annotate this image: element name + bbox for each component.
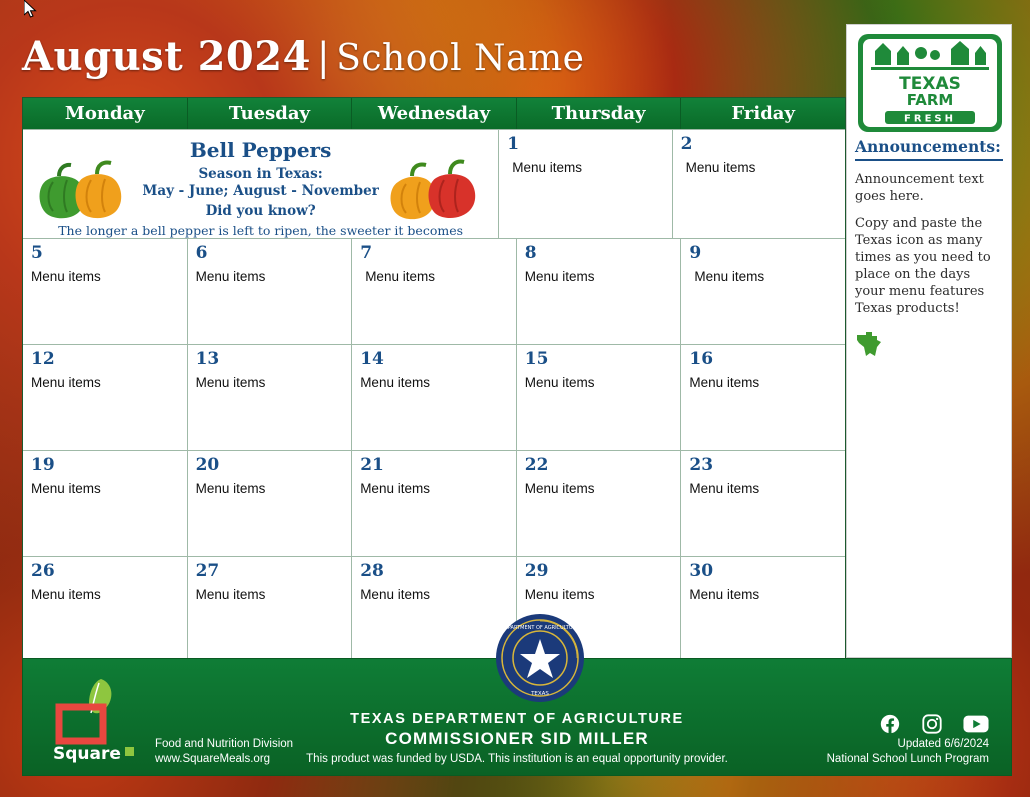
day-number: 14 (360, 349, 384, 369)
day-menu-items[interactable]: Menu items (365, 269, 435, 284)
day-number: 27 (195, 561, 220, 581)
calendar-day-27[interactable] (188, 557, 353, 662)
day-number: 12 (31, 349, 55, 369)
texas-department-of-agriculture-seal (495, 613, 585, 703)
bell-pepper-green-orange-icon (31, 152, 135, 222)
youtube-icon[interactable] (963, 714, 989, 734)
day-number: 9 (689, 243, 702, 263)
food-nutrition-division: Food and Nutrition Division (155, 738, 294, 750)
footer-meta (827, 737, 989, 767)
svg-text:DEPARTMENT OF AGRICULTURE: DEPARTMENT OF AGRICULTURE (500, 625, 580, 631)
header-separator: | (316, 35, 331, 79)
page-footer (22, 625, 1012, 776)
feature-did-you-know: Did you know? (205, 203, 316, 219)
calendar-week-5 (23, 556, 845, 662)
day-menu-items[interactable]: Menu items (689, 375, 760, 390)
texas-state-icon[interactable] (855, 331, 883, 357)
weekday-friday: Friday (731, 103, 795, 124)
squaremeals-url[interactable]: www.SquareMeals.org (155, 753, 271, 765)
calendar-day-22[interactable] (517, 451, 682, 556)
page-header (22, 24, 842, 96)
weekday-header-row (23, 98, 845, 129)
day-number: 1 (507, 134, 520, 154)
calendar-day-1[interactable] (499, 130, 672, 238)
bell-pepper-orange-red-icon (386, 152, 490, 222)
day-menu-items[interactable]: Menu items (195, 587, 266, 602)
calendar-grid (22, 97, 846, 663)
day-menu-items[interactable]: Menu items (524, 481, 595, 496)
day-menu-items[interactable]: Menu items (360, 375, 430, 390)
page-title (22, 24, 842, 92)
instagram-icon[interactable] (921, 713, 943, 735)
day-number: 21 (360, 455, 384, 475)
day-menu-items[interactable]: Menu items (360, 481, 430, 496)
svg-text:Square: Square (53, 744, 121, 764)
calendar-day-6[interactable] (188, 239, 353, 344)
calendar-week-1 (23, 129, 845, 238)
texas-farm-fresh-logo (855, 31, 1005, 135)
calendar-day-26[interactable] (23, 557, 188, 662)
weekday-thursday: Thursday (517, 98, 682, 129)
svg-text:FRESH: FRESH (904, 113, 956, 125)
day-number: 8 (524, 243, 537, 263)
updated-date: Updated 6/6/2024 (897, 738, 989, 750)
calendar-day-16[interactable] (681, 345, 845, 450)
day-number: 7 (360, 243, 373, 263)
day-number: 13 (195, 349, 220, 369)
day-menu-items[interactable]: Menu items (689, 587, 760, 602)
calendar-day-8[interactable] (517, 239, 682, 344)
day-number: 2 (680, 134, 693, 154)
day-menu-items[interactable]: Menu items (689, 481, 760, 496)
day-menu-items[interactable]: Menu items (524, 269, 595, 284)
day-menu-items[interactable]: Menu items (685, 160, 756, 175)
day-menu-items[interactable]: Menu items (195, 481, 266, 496)
day-number: 5 (31, 243, 43, 263)
calendar-day-21[interactable] (352, 451, 517, 556)
calendar-day-19[interactable] (23, 451, 188, 556)
svg-text:TEXAS: TEXAS (899, 74, 961, 94)
announcement-paragraph-1[interactable]: Announcement text goes here. (855, 172, 984, 204)
day-number: 26 (31, 561, 55, 581)
day-menu-items[interactable]: Menu items (31, 587, 101, 602)
calendar-day-5[interactable] (23, 239, 188, 344)
calendar-day-14[interactable] (352, 345, 517, 450)
day-menu-items[interactable]: Menu items (31, 375, 101, 390)
calendar-day-9[interactable] (681, 239, 845, 344)
commissioner-name: COMMISSIONER SID MILLER (385, 729, 649, 748)
day-menu-items[interactable]: Menu items (512, 160, 582, 175)
announcements-heading: Announcements: (855, 137, 1003, 161)
calendar-day-23[interactable] (681, 451, 845, 556)
day-number: 19 (31, 455, 55, 475)
funding-statement: This product was funded by USDA. This institution is an equal opportunity provider. (306, 753, 728, 765)
calendar-day-28[interactable] (352, 557, 517, 662)
calendar-day-15[interactable] (517, 345, 682, 450)
program-name: National School Lunch Program (826, 753, 989, 765)
feature-title: Bell Peppers (189, 138, 332, 162)
day-number: 15 (524, 349, 549, 369)
day-menu-items[interactable]: Menu items (524, 375, 595, 390)
day-menu-items[interactable]: Menu items (360, 587, 430, 602)
calendar-week-2 (23, 238, 845, 344)
department-name: TEXAS DEPARTMENT OF AGRICULTURE (350, 711, 684, 727)
day-menu-items[interactable]: Menu items (31, 269, 101, 284)
weekday-monday: Monday (23, 98, 188, 129)
calendar-day-7[interactable] (352, 239, 517, 344)
calendar-week-4 (23, 450, 845, 556)
facebook-icon[interactable] (879, 713, 901, 735)
day-menu-items[interactable]: Menu items (694, 269, 765, 284)
calendar-day-13[interactable] (188, 345, 353, 450)
day-number: 23 (689, 455, 714, 475)
day-menu-items[interactable]: Menu items (31, 481, 101, 496)
svg-text:TEXAS: TEXAS (531, 691, 549, 697)
calendar-day-20[interactable] (188, 451, 353, 556)
calendar-week-3 (23, 344, 845, 450)
weekday-wednesday: Wednesday (352, 98, 517, 129)
calendar-day-30[interactable] (681, 557, 845, 662)
svg-text:FARM: FARM (906, 91, 954, 109)
day-number: 22 (524, 455, 549, 475)
day-number: 29 (524, 561, 549, 581)
featured-produce-banner (23, 130, 499, 238)
calendar-day-2[interactable] (673, 130, 845, 238)
day-menu-items[interactable]: Menu items (195, 269, 266, 284)
header-month: August 2024 (22, 33, 311, 80)
feature-season-value: May - June; August - November (142, 183, 379, 199)
day-menu-items[interactable]: Menu items (524, 587, 595, 602)
day-number: 6 (195, 243, 208, 263)
announcements-panel (846, 24, 1012, 658)
feature-season-label: Season in Texas: (198, 166, 323, 182)
header-school-name: School Name (336, 38, 585, 79)
social-links (879, 711, 989, 737)
announcement-paragraph-2[interactable]: Copy and paste the Texas icon as many times as you need to place on the days your menu features Texas products! (855, 216, 991, 316)
calendar-day-12[interactable] (23, 345, 188, 450)
day-number: 16 (689, 349, 714, 369)
weekday-tuesday: Tuesday (188, 98, 353, 129)
mouse-cursor-icon (24, 0, 38, 20)
feature-fact: The longer a bell pepper is left to ripen, the sweeter it becomes (58, 223, 464, 238)
day-number: 20 (195, 455, 220, 475)
day-number: 30 (689, 561, 714, 581)
day-number: 28 (360, 561, 384, 581)
day-menu-items[interactable]: Menu items (195, 375, 266, 390)
